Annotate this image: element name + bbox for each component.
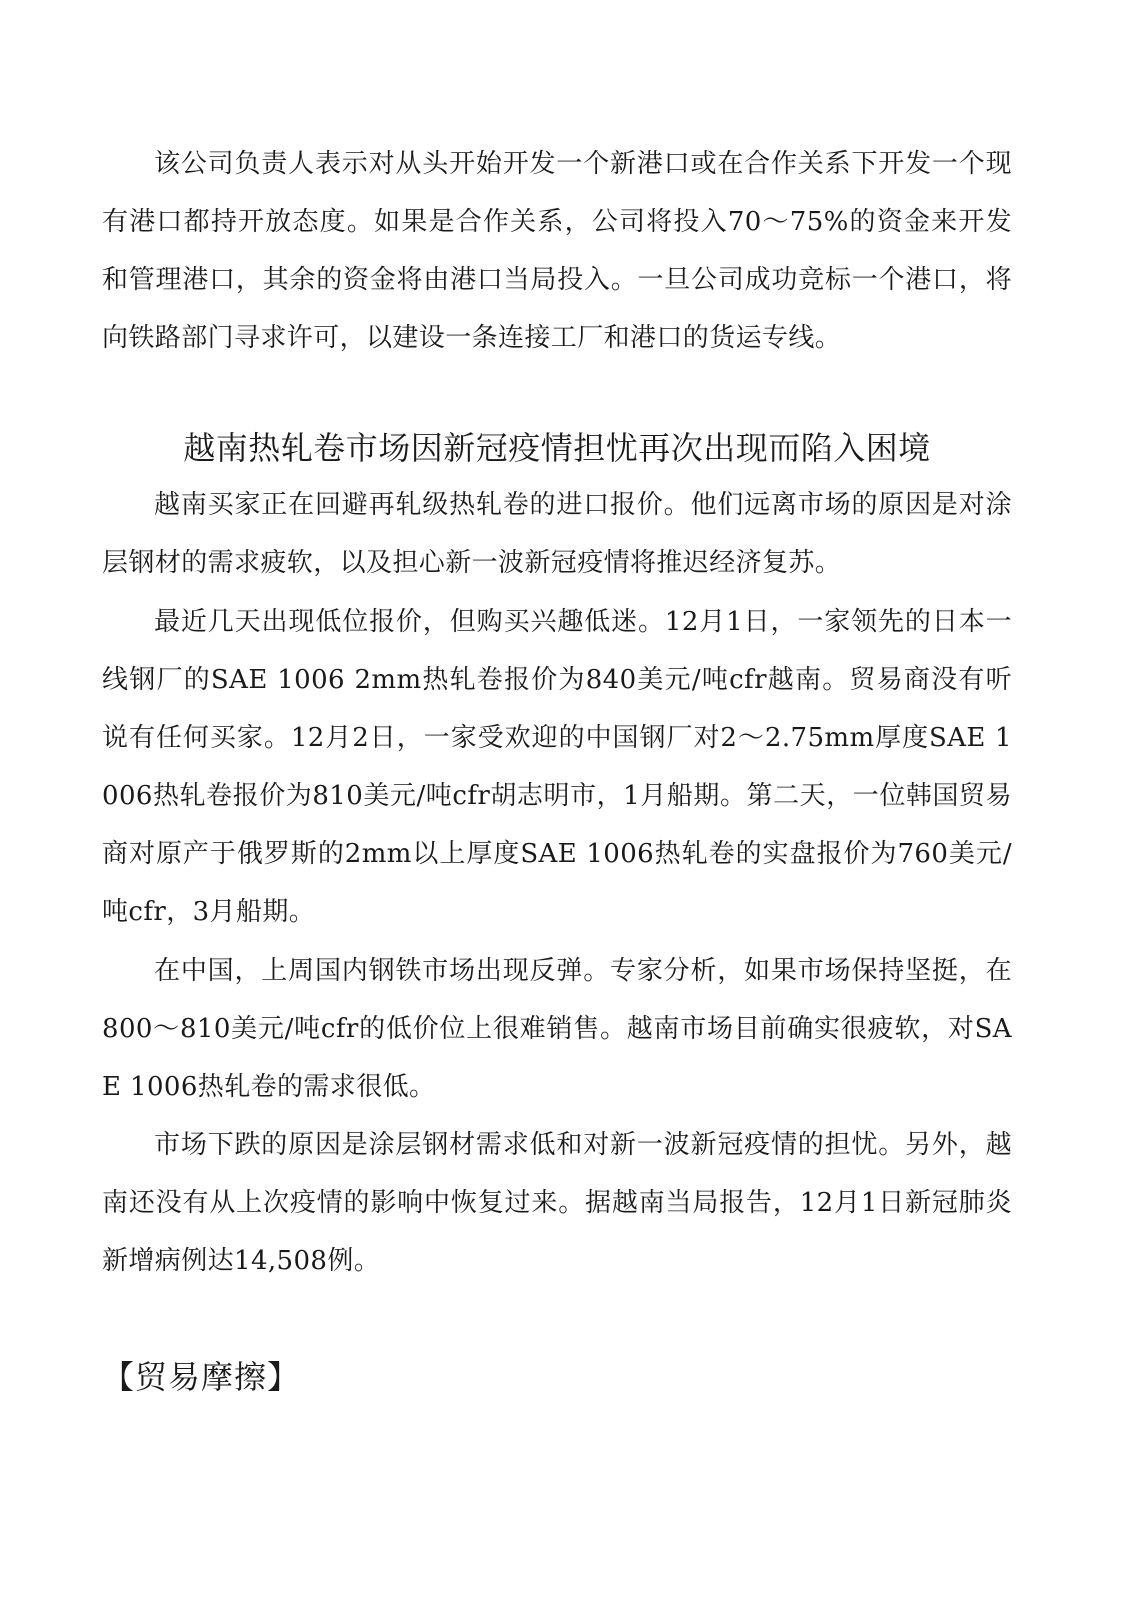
article-paragraph-3: 在中国，上周国内钢铁市场出现反弹。专家分析，如果市场保持坚挺，在800～810美元/吨cfr的低价位上很难销售。越南市场目前确实很疲软，对SAE 1006热轧卷的需求很低。 [102,956,1012,1102]
article-title: 越南热轧卷市场因新冠疫情担忧再次出现而陷入困境 [183,429,931,467]
intro-paragraph: 该公司负责人表示对从头开始开发一个新港口或在合作关系下开发一个现有港口都持开放态度。如果是合作关系，公司将投入70～75%的资金来开发和管理港口，其余的资金将由港口当局投入。一旦公司成功竞标一个港口，将向铁路部门寻求许可，以建设一条连接工厂和港口的货运专线。 [102,149,1012,353]
article-paragraph-4: 市场下跌的原因是涂层钢材需求低和对新一波新冠疫情的担忧。另外，越南还没有从上次疫情的影响中恢复过来。据越南当局报告，12月1日新冠肺炎新增病例达14,508例。 [102,1130,1012,1276]
article-paragraph-2: 最近几天出现低位报价，但购买兴趣低迷。12月1日，一家领先的日本一线钢厂的SAE 1006 2mm热轧卷报价为840美元/吨cfr越南。贸易商没有听说有任何买家。12月2日，一家受欢迎的中国钢厂对2～2.75mm厚度SAE 1006热轧卷报价为810美元/吨cfr胡志明市，1月船期。第二天，一位韩国贸易商对原产于俄罗斯的2mm以上厚度SAE 1006热轧卷的实盘报价为760美元/吨cfr，3月船期。 [102,607,1012,927]
article-paragraph-1: 越南买家正在回避再轧级热轧卷的进口报价。他们远离市场的原因是对涂层钢材的需求疲软，以及担心新一波新冠疫情将推迟经济复苏。 [102,490,1012,578]
section-heading-trade-friction: 【贸易摩擦】 [102,1358,301,1396]
